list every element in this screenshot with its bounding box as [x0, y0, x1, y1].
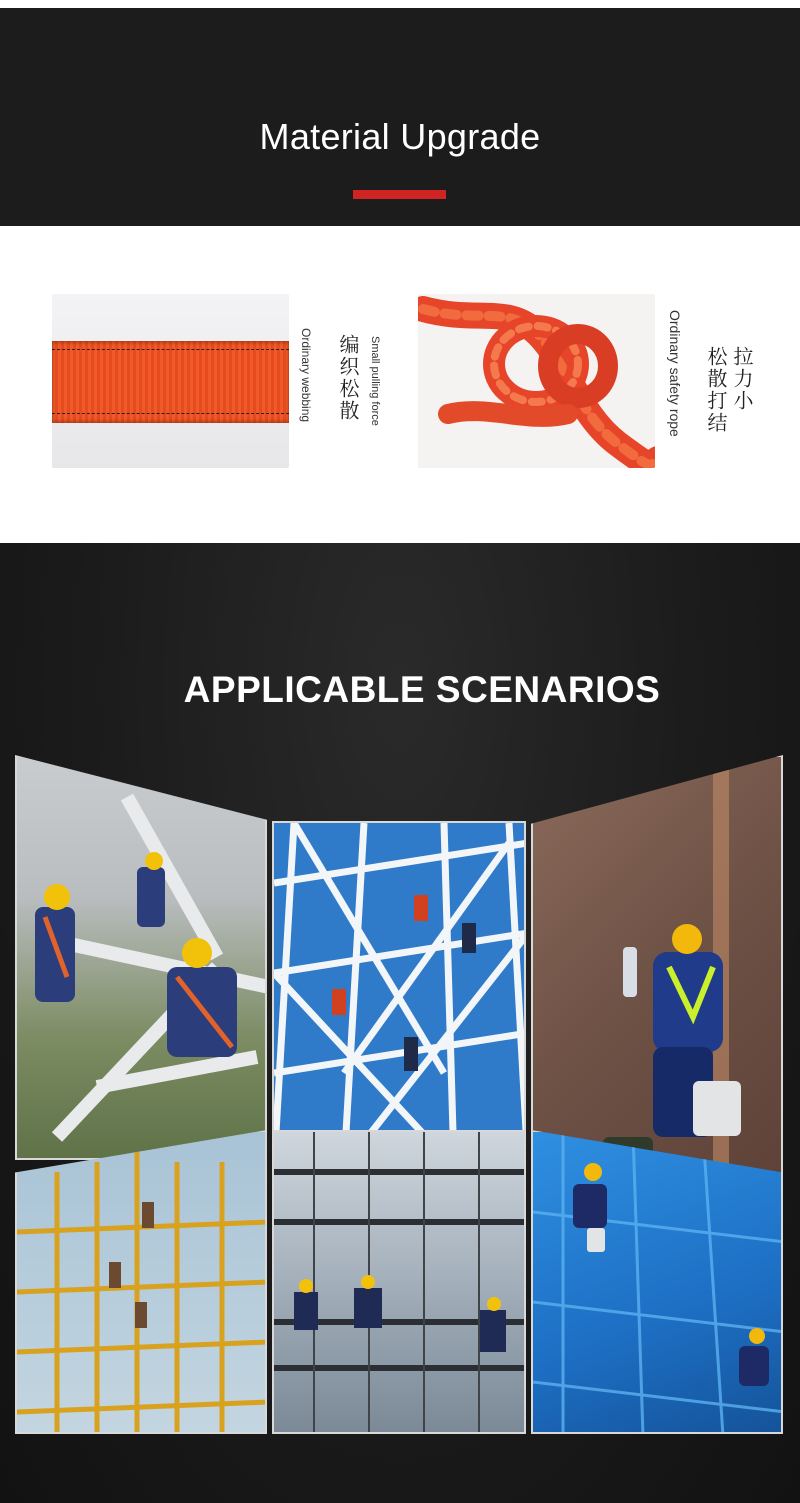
webbing-label-cn: 编织松散	[336, 334, 360, 422]
glass-facade-cleaners-photo	[531, 1130, 783, 1434]
material-upgrade-banner	[0, 8, 800, 226]
rope-label-en: Ordinary safety rope	[667, 310, 683, 437]
tower-workers-photo	[15, 755, 267, 1160]
webbing-label-en: Ordinary webbing	[299, 328, 313, 423]
webbing-photo	[52, 294, 289, 468]
safety-rope-photo	[418, 294, 655, 468]
material-upgrade-title: Material Upgrade	[259, 116, 541, 157]
rope-knot-icon	[418, 294, 655, 468]
applicable-scenarios-section	[0, 543, 800, 1503]
webbing-note-en: Small pulling force	[369, 336, 381, 426]
rope-label-cn-col2: 松散打结	[704, 346, 728, 434]
rope-label-cn-col1: 拉力小	[730, 346, 754, 412]
webbing-strap	[52, 341, 289, 423]
scaffolding-workers-photo	[15, 1130, 267, 1434]
steel-lattice-climbers-photo	[272, 821, 526, 1165]
scenarios-title: APPLICABLE SCENARIOS	[183, 669, 661, 710]
wall-cleaner-photo	[531, 755, 783, 1185]
window-cleaners-photo	[272, 1130, 526, 1434]
title-accent-bar	[353, 190, 446, 199]
